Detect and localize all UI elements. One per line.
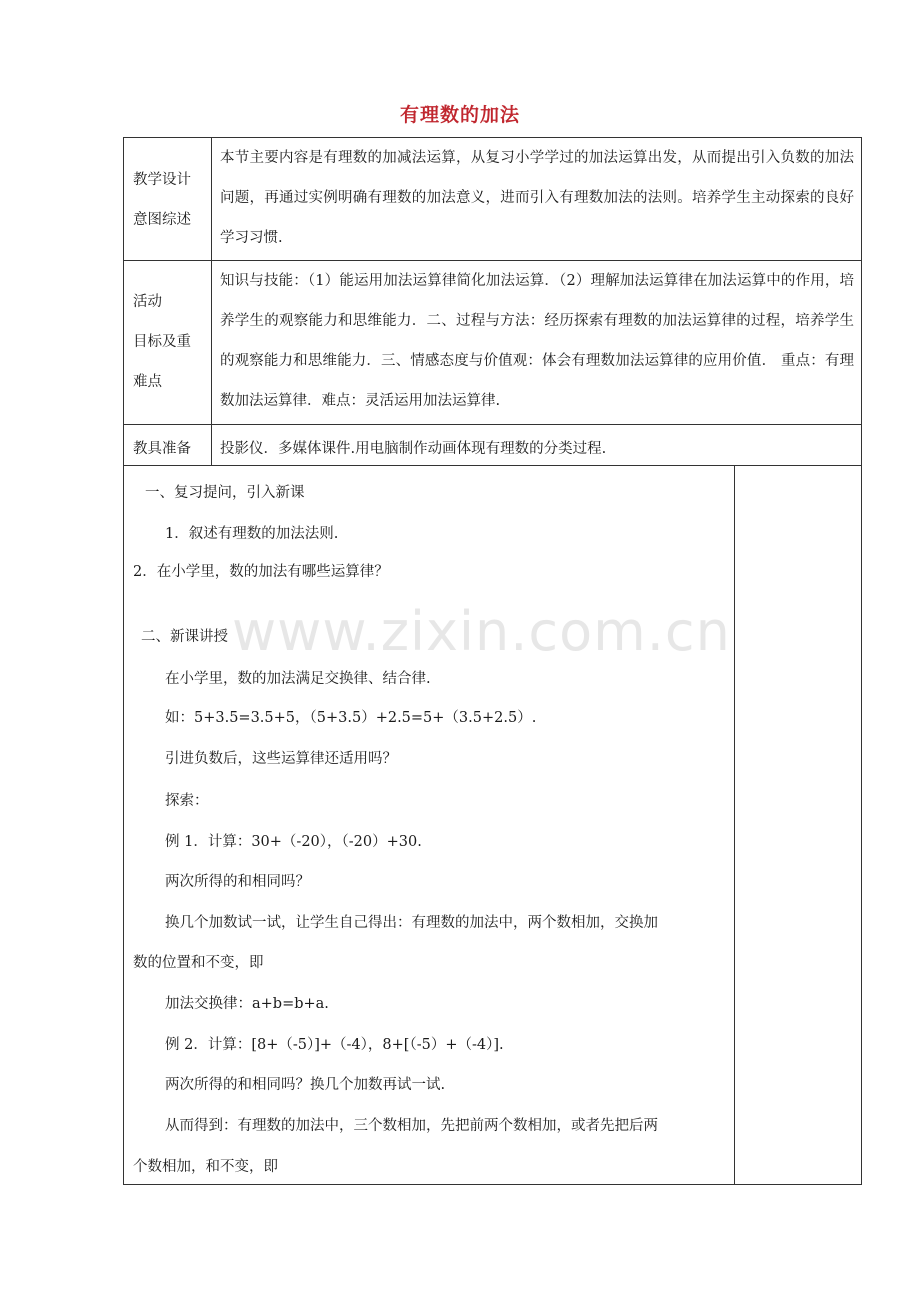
design-intent-text: 本节主要内容是有理数的加减法运算，从复习小学学过的加法运算出发，从而提出引入负数的加法问题，再通过实例明确有理数的加法意义，进而引入有理数加法的法则。培养学生主动探索的良好学习习惯. (220, 150, 854, 246)
example-line: 例 1．计算：30+（-20），（-20）+30. (165, 834, 422, 850)
example-line: 例 2．计算：[8+（-5）]+（-4），8+[（-5）+（-4）]. (165, 1037, 504, 1053)
section-heading: 二、新课讲授 (141, 629, 228, 645)
lesson-line: 数的位置和不变，即 (133, 955, 264, 971)
goals-label-line: 活动 (133, 294, 162, 310)
lesson-line: 探索： (165, 793, 209, 809)
lesson-line: 换几个加数试一试，让学生自己得出：有理数的加法中，两个数相加，交换加 (165, 915, 658, 931)
watermark: www.zixin.com.cn (232, 600, 731, 663)
lesson-line: 两次所得的和相同吗？ (165, 874, 310, 890)
tools-label: 教具准备 (133, 441, 191, 457)
goals-label-line: 难点 (133, 374, 162, 390)
column-divider (734, 465, 735, 1185)
tools-text: 投影仪．多媒体课件.用电脑制作动画体现有理数的分类过程. (220, 441, 607, 457)
goals-text: 知识与技能：（1）能运用加法运算律简化加法运算．（2）理解加法运算律在加法运算中的作用，培养学生的观察能力和思维能力．二、过程与方法：经历探索有理数的加法运算律的过程，培养学生的观察能力和思维能力．三、情感态度与价值观：体会有理数加法运算律的应用价值． 重点：有理数加法运算律．难点：灵活运用加法运算律. (220, 273, 854, 409)
lesson-line: 两次所得的和相同吗？换几个加数再试一试. (165, 1077, 446, 1093)
design-intent-label-line: 教学设计 (133, 172, 191, 188)
lesson-line: 从而得到：有理数的加法中，三个数相加，先把前两个数相加，或者先把后两 (165, 1118, 658, 1134)
row-divider (123, 465, 862, 466)
law-line: 加法交换律：a+b=b+a. (165, 996, 329, 1012)
lesson-line: 如：5+3.5=3.5+5，（5+3.5）+2.5=5+（3.5+2.5）. (165, 710, 537, 726)
goals-label-line: 目标及重 (133, 334, 191, 350)
design-intent-label (133, 160, 208, 240)
lesson-line: 在小学里，数的加法满足交换律、结合律. (165, 671, 431, 687)
lesson-line: 个数相加，和不变，即 (133, 1159, 278, 1175)
goals-label (133, 282, 208, 402)
lesson-line: 2．在小学里，数的加法有哪些运算律？ (133, 564, 389, 580)
lesson-line: 1．叙述有理数的加法法则. (165, 526, 339, 542)
column-divider (211, 137, 212, 465)
page-title: 有理数的加法 (399, 104, 520, 126)
row-divider (123, 424, 862, 425)
design-intent-label-line: 意图综述 (133, 212, 191, 228)
lesson-line: 引进负数后，这些运算律还适用吗？ (165, 751, 397, 767)
section-heading: 一、复习提问，引入新课 (145, 485, 305, 501)
